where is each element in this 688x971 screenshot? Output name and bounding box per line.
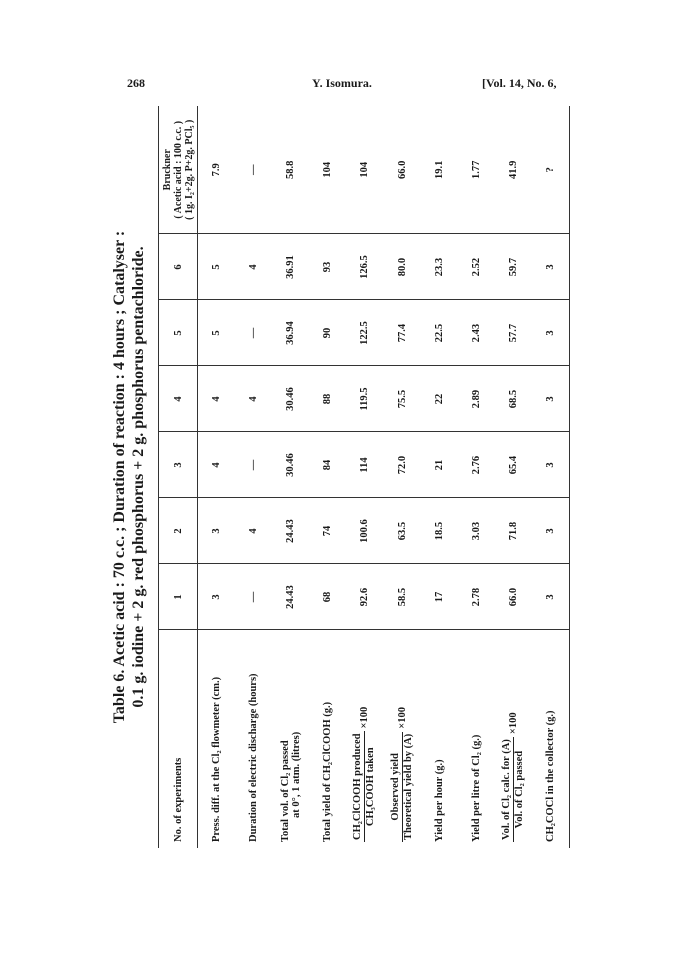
table-cell: 104: [346, 106, 383, 234]
table-header-row: [159, 106, 198, 848]
table-cell: 17: [421, 564, 458, 630]
table-cell: 65.4: [495, 432, 532, 498]
table-cell: 3: [532, 564, 570, 630]
running-volume: [Vol. 14, No. 6,: [482, 76, 557, 90]
table-cell: 3: [198, 498, 236, 564]
row-label: CH₂COCl in the collector (g.): [544, 710, 556, 842]
table-cell: 84: [309, 432, 346, 498]
table-cell: 68.5: [495, 366, 532, 432]
row-label: [346, 630, 383, 848]
row-label: Press. diff. at the Cl₂ flowmeter (cm.): [211, 676, 223, 842]
table-cell: 104: [309, 106, 346, 234]
table-cell: —: [235, 300, 272, 366]
column-header: 4: [159, 366, 198, 432]
multiplier: ×100: [396, 707, 408, 729]
table-row: [532, 106, 570, 848]
row-label: [383, 630, 420, 848]
table-cell: 122.5: [346, 300, 383, 366]
table-cell: 4: [198, 366, 236, 432]
table-cell: 93: [309, 234, 346, 300]
table-row: [383, 106, 420, 848]
row-label: Yield per hour (g.): [433, 759, 445, 842]
table-row: [421, 106, 458, 848]
bruckner-name: Bruckner: [161, 149, 173, 191]
row-label: [495, 630, 532, 848]
table-cell: 66.0: [383, 106, 420, 234]
header-label: No. of experiments: [159, 630, 198, 848]
table-cell: —: [235, 106, 272, 234]
table-cell: 23.3: [421, 234, 458, 300]
row-label: Total yield of CH₂ClCOOH (g.): [322, 701, 334, 842]
table-cell: 5: [198, 300, 236, 366]
table-cell: 4: [198, 432, 236, 498]
table-cell: 22: [421, 366, 458, 432]
table-row: [458, 106, 495, 848]
table-cell: 3: [532, 300, 570, 366]
row-label: Yield per litre of Cl₂ (g.): [470, 734, 482, 842]
table-cell: 119.5: [346, 366, 383, 432]
running-author: Y. Isomura.: [312, 76, 372, 90]
fraction-numerator: Vol. of Cl₂ calc. for (A): [500, 739, 512, 840]
table-row: [235, 106, 272, 848]
caption-line-2: 0.1 g. iodine + 2 g. red phosphorus + 2 g. phosphorus pentachloride.: [130, 246, 147, 708]
table-row: [346, 106, 383, 848]
table-cell: 66.0: [495, 564, 532, 630]
table-cell: 21: [421, 432, 458, 498]
table-cell: 7.9: [198, 106, 236, 234]
table-cell: 72.0: [383, 432, 420, 498]
table-cell: 92.6: [346, 564, 383, 630]
row-label-line-2: at 0°, 1 atm. (litres): [290, 731, 302, 818]
table-row: [309, 106, 346, 848]
table-cell: 88: [309, 366, 346, 432]
row-label: [272, 630, 309, 848]
table-cell: 2.52: [458, 234, 495, 300]
table-cell: —: [235, 432, 272, 498]
column-header: 6: [159, 234, 198, 300]
fraction-numerator: Observed yield: [390, 732, 403, 842]
rotated-table-block: [110, 106, 580, 848]
table-cell: 19.1: [421, 106, 458, 234]
table-cell: 58.8: [272, 106, 309, 234]
table-cell: 3: [532, 432, 570, 498]
table-cell: 5: [198, 234, 236, 300]
table-cell: 41.9: [495, 106, 532, 234]
table-cell: 24.43: [272, 498, 309, 564]
table-cell: 126.5: [346, 234, 383, 300]
fraction-numerator: CH₂ClCOOH produced: [352, 733, 364, 840]
table-cell: 3: [532, 234, 570, 300]
table-cell: ?: [532, 106, 570, 234]
page-number: 268: [127, 76, 145, 90]
row-label-line-1: Total vol. of Cl₂ passed: [279, 740, 291, 842]
table-cell: 114: [346, 432, 383, 498]
data-table: [158, 106, 570, 848]
column-header: 2: [159, 498, 198, 564]
table-cell: 2.89: [458, 366, 495, 432]
table-row: [198, 106, 236, 848]
fraction-denominator: CH₃COOH taken: [365, 747, 377, 827]
table-caption: [110, 106, 148, 848]
table-cell: 77.4: [383, 300, 420, 366]
table-cell: 57.7: [495, 300, 532, 366]
table-cell: 58.5: [383, 564, 420, 630]
column-header: 1: [159, 564, 198, 630]
table-cell: 3.03: [458, 498, 495, 564]
table-cell: 22.5: [421, 300, 458, 366]
row-label: Duration of electric discharge (hours): [248, 673, 260, 842]
caption-line-1: Table 6. Acetic acid : 70 c.c. ; Duration of reaction : 4 hours ; Catalyser :: [111, 230, 128, 724]
table-cell: 36.91: [272, 234, 309, 300]
table-cell: 68: [309, 564, 346, 630]
table-cell: 4: [235, 234, 272, 300]
table-cell: 74: [309, 498, 346, 564]
table-cell: 2.43: [458, 300, 495, 366]
table-cell: 63.5: [383, 498, 420, 564]
table-cell: 3: [532, 498, 570, 564]
table-cell: 4: [235, 498, 272, 564]
table-cell: 100.6: [346, 498, 383, 564]
column-header: 5: [159, 300, 198, 366]
table-cell: 1.77: [458, 106, 495, 234]
table-cell: 4: [235, 366, 272, 432]
table-cell: 2.78: [458, 564, 495, 630]
table-cell: 80.0: [383, 234, 420, 300]
multiplier: ×100: [507, 712, 519, 735]
table-cell: —: [235, 564, 272, 630]
column-header: 3: [159, 432, 198, 498]
table-cell: 75.5: [383, 366, 420, 432]
table-cell: 71.8: [495, 498, 532, 564]
table-cell: 90: [309, 300, 346, 366]
table-cell: 18.5: [421, 498, 458, 564]
table-row: [495, 106, 532, 848]
table-cell: 3: [532, 366, 570, 432]
table-cell: 3: [198, 564, 236, 630]
table-cell: 30.46: [272, 366, 309, 432]
bruckner-catalyst: ( 1g. I₂+2g. P+2g. PCl₅ ): [183, 119, 195, 220]
table-row: [272, 106, 309, 848]
bruckner-acid: ( Acetic acid : 100 c.c. ): [172, 120, 184, 219]
table-cell: 36.94: [272, 300, 309, 366]
fraction-denominator: Vol. of Cl₂ passed: [513, 750, 525, 829]
table-cell: 24.43: [272, 564, 309, 630]
multiplier: ×100: [359, 706, 371, 729]
table-cell: 30.46: [272, 432, 309, 498]
fraction-denominator: Theoretical yield by (A): [402, 733, 414, 840]
table-cell: 2.76: [458, 432, 495, 498]
table-cell: 59.7: [495, 234, 532, 300]
column-header-bruckner: [159, 106, 198, 234]
